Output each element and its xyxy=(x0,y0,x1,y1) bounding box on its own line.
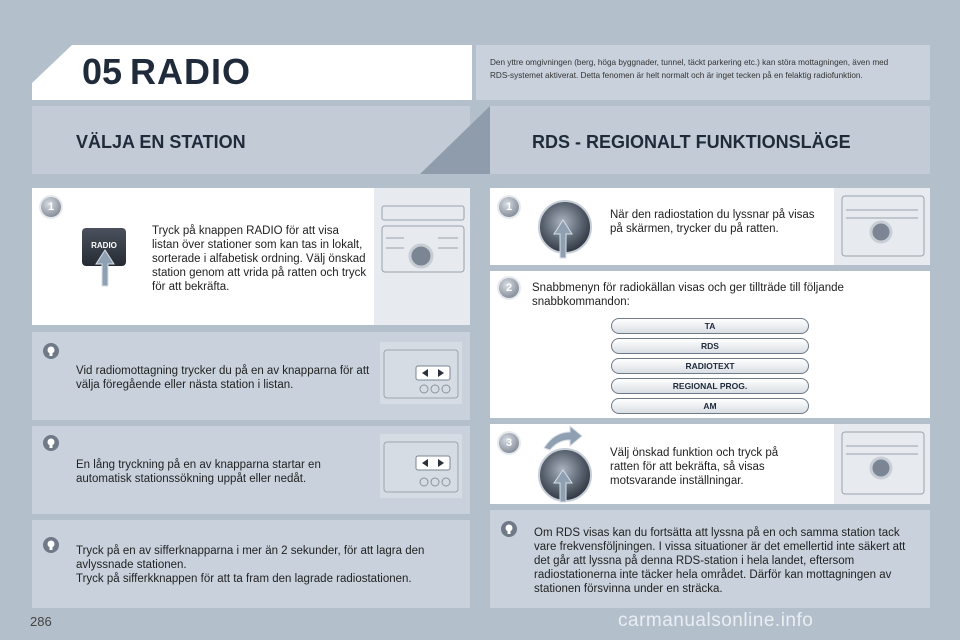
notice-box xyxy=(476,45,930,100)
step-panel-rds-3 xyxy=(490,424,930,504)
tip-panel-rds xyxy=(490,510,930,608)
tip-bulb-icon xyxy=(42,434,60,452)
watermark: carmanualsonline.info xyxy=(618,610,814,631)
menu-item-ta[interactable]: TA xyxy=(611,318,809,334)
step-panel-radio xyxy=(32,188,470,325)
step-badge-1: 1 xyxy=(41,197,61,217)
tip-text-2: En lång tryckning på en av knapparna startar en automatisk stationssökning uppåt eller nedåt. xyxy=(76,459,321,485)
tip-text-rds: Om RDS visas kan du fortsätta att lyssna på en och samma station tack vare frekvensföljningen. I vissa situationer är det emellertid inte säkert att det går att lyssna på denna RDS-station i hela landet, eftersom radiostationerna inte täcker hela området. Därför kan mottagningen av stationen försvinna under en sträcka. xyxy=(534,527,906,595)
step-badge-3: 3 xyxy=(499,433,519,453)
menu-item-radiotext[interactable]: RADIOTEXT xyxy=(611,358,809,374)
menu-item-regional-prog[interactable]: REGIONAL PROG. xyxy=(611,378,809,394)
radio-button-label: RADIO xyxy=(91,241,117,250)
step-badge-1: 1 xyxy=(499,197,519,217)
section-header-right xyxy=(490,106,930,174)
press-arrow-icon xyxy=(94,248,116,288)
page-title: RADIO xyxy=(130,51,251,92)
section-title-rds: RDS - REGIONALT FUNKTIONSLÄGE xyxy=(532,132,851,152)
section-header-left xyxy=(32,106,470,174)
tip-panel-1 xyxy=(32,332,470,420)
step-text-rds-2: Snabbmenyn för radiokällan visas och ger tillträde till följande snabbkommandon: xyxy=(532,282,844,308)
radio-unit-illustration xyxy=(834,188,930,265)
step-text-rds-1: När den radiostation du lyssnar på visas på skärmen, trycker du på ratten. xyxy=(610,209,815,235)
notice-text: Den yttre omgivningen (berg, höga byggnader, tunnel, täckt parkering etc.) kan störa mottagningen, även med RDS-systemet aktiverat. Detta fenomen är helt normalt och är inget tecken på en felaktig radiofunktion. xyxy=(490,58,889,80)
controls-illustration-2 xyxy=(380,434,462,498)
tip-bulb-icon xyxy=(42,342,60,360)
controls-illustration-1 xyxy=(380,342,462,404)
tip-panel-2 xyxy=(32,426,470,514)
radio-unit-illustration xyxy=(834,424,930,504)
tip-bulb-icon xyxy=(500,520,518,538)
chapter-number: 05 xyxy=(82,51,123,92)
corner-cut-decoration xyxy=(32,45,72,100)
page-number: 286 xyxy=(30,614,52,629)
tip-text-3: Tryck på en av sifferknapparna i mer än 2 sekunder, för att lagra den avlyssnade stationen. Tryck på sifferkknappen för att ta fram den lagrade radiostationen. xyxy=(76,545,425,585)
radio-unit-illustration xyxy=(374,188,470,325)
press-arrow-icon xyxy=(552,468,574,504)
step-panel-rds-1 xyxy=(490,188,930,265)
section-title-select-station: VÄLJA EN STATION xyxy=(76,132,246,152)
divider-decoration xyxy=(420,106,490,174)
menu-item-am[interactable]: AM xyxy=(611,398,809,414)
tip-text-1: Vid radiomottagning trycker du på en av knapparna för att välja föregående eller nästa station i listan. xyxy=(76,365,370,391)
step-text-rds-3: Välj önskad funktion och tryck på ratten för att bekräfta, så visas motsvarande inställningar. xyxy=(610,447,779,487)
chapter-title-bar xyxy=(32,45,472,100)
press-arrow-icon xyxy=(552,218,574,260)
step-text-radio: Tryck på knappen RADIO för att visa listan över stationer som kan tas in lokalt, sorterade i alfabetisk ordning. Välj önskad station genom att vrida på ratten och tryck för att bekräfta. xyxy=(152,225,367,293)
tip-bulb-icon xyxy=(42,536,60,554)
menu-item-rds[interactable]: RDS xyxy=(611,338,809,354)
step-badge-2: 2 xyxy=(499,278,519,298)
tip-panel-3 xyxy=(32,520,470,608)
